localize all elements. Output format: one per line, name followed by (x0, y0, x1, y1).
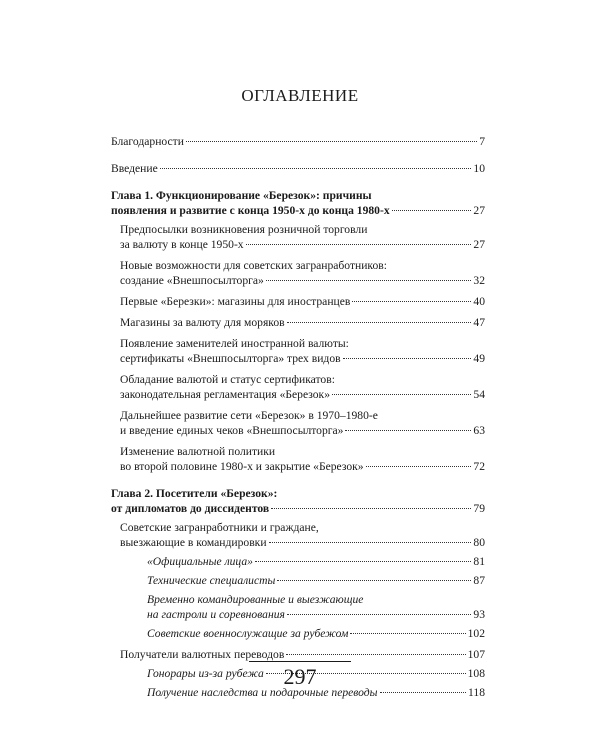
toc-line (111, 486, 485, 501)
toc-line (120, 351, 485, 366)
toc-entry (111, 294, 485, 309)
toc-entry (111, 258, 485, 288)
toc-page-number: 49 (473, 352, 485, 365)
dot-leader (160, 168, 472, 169)
toc-line (147, 607, 485, 622)
dot-leader (332, 394, 471, 395)
toc-page-number: 87 (473, 574, 485, 587)
toc-page-number: 102 (467, 627, 485, 640)
toc-entry-title: Изменение валютной политики (120, 445, 276, 458)
toc-page-number: 40 (473, 295, 485, 308)
dot-leader (269, 542, 472, 543)
toc-chapter-entry (111, 188, 485, 218)
toc-entry (111, 336, 485, 366)
toc-entry-title: Гонорары из-за рубежа (147, 667, 264, 680)
toc-entry-title: Технические специалисты (147, 574, 276, 587)
toc-entry-title: Советские загранработники и граждане, (120, 521, 319, 534)
table-of-contents (111, 134, 485, 700)
toc-entry-title: Предпосылки возникновения розничной торговли (120, 223, 368, 236)
toc-line (147, 573, 485, 588)
toc-entry-title: законодательная регламентация «Березок» (120, 388, 330, 401)
toc-page-number: 79 (473, 502, 485, 515)
toc-entry-title: Получение наследства и подарочные переводы (147, 686, 378, 699)
toc-line (120, 535, 485, 550)
toc-entry-title: появления и развитие с конца 1950-х до конца 1980-х (111, 204, 390, 217)
toc-line (147, 554, 485, 569)
toc-page-number: 108 (467, 667, 485, 680)
toc-entry (111, 647, 485, 662)
toc-page-number: 32 (473, 274, 485, 287)
toc-entry-title: за валюту в конце 1950-х (120, 238, 244, 251)
toc-page-number: 27 (473, 238, 485, 251)
toc-entry-title: Появление заменителей иностранной валюты: (120, 337, 349, 350)
toc-line (111, 134, 485, 149)
toc-entry (111, 408, 485, 438)
dot-leader (286, 654, 465, 655)
toc-entry (111, 573, 485, 588)
toc-entry-title: во второй половине 1980-х и закрытие «Березок» (120, 460, 364, 473)
toc-line (120, 444, 485, 459)
toc-entry (111, 134, 485, 149)
toc-line (120, 387, 485, 402)
dot-leader (246, 244, 472, 245)
toc-entry-title: выезжающие в командировки (120, 536, 267, 549)
toc-line (120, 459, 485, 474)
toc-entry-title: Получатели валютных переводов (120, 648, 285, 661)
toc-entry-title: Временно командированные и выезжающие (147, 593, 364, 606)
dot-leader (287, 322, 472, 323)
footer-rule (249, 661, 351, 662)
toc-line (120, 647, 485, 662)
toc-page-number: 93 (473, 608, 485, 621)
toc-page-number: 107 (467, 648, 485, 661)
toc-line (147, 592, 485, 607)
toc-line (111, 188, 485, 203)
toc-line (120, 273, 485, 288)
toc-page-number: 10 (473, 162, 485, 175)
toc-entry-title: Первые «Березки»: магазины для иностранцев (120, 295, 351, 308)
toc-line (120, 222, 485, 237)
toc-entry-title: Введение (111, 162, 158, 175)
toc-entry (111, 161, 485, 176)
toc-page-number: 47 (473, 316, 485, 329)
toc-page-number: 54 (473, 388, 485, 401)
dot-leader (287, 614, 472, 615)
toc-entry-title: Дальнейшее развитие сети «Березок» в 1970–1980-е (120, 409, 378, 422)
toc-page-number: 81 (473, 555, 485, 568)
toc-entry-title: сертификаты «Внешпосылторга» трех видов (120, 352, 341, 365)
toc-entry-title: создание «Внешпосылторга» (120, 274, 264, 287)
toc-entry (111, 592, 485, 622)
toc-entry-title: Глава 2. Посетители «Березок»: (111, 487, 278, 500)
toc-line (120, 423, 485, 438)
dot-leader (266, 280, 472, 281)
toc-line (111, 203, 485, 218)
toc-line (120, 520, 485, 535)
toc-entry (111, 554, 485, 569)
toc-entry (111, 222, 485, 252)
toc-line (120, 294, 485, 309)
toc-page-number: 118 (468, 686, 485, 699)
toc-entry-title: Благодарности (111, 135, 184, 148)
toc-entry-title: от дипломатов до диссидентов (111, 502, 270, 515)
toc-line (120, 336, 485, 351)
toc-page-number: 63 (473, 424, 485, 437)
toc-entry-title: Советские военнослужащие за рубежом (147, 627, 349, 640)
toc-line (111, 161, 485, 176)
toc-line (147, 626, 485, 641)
toc-entry-title: Магазины за валюту для моряков (120, 316, 285, 329)
toc-entry-title: Обладание валютой и статус сертификатов: (120, 373, 335, 386)
toc-entry-title: на гастроли и соревнования (147, 608, 285, 621)
toc-line (111, 501, 485, 516)
toc-page-number: 80 (473, 536, 485, 549)
page-title: ОГЛАВЛЕНИЕ (241, 86, 359, 105)
toc-line (120, 408, 485, 423)
toc-page-number: 72 (473, 460, 485, 473)
dot-leader (345, 430, 471, 431)
toc-entry (111, 520, 485, 550)
toc-entry (111, 626, 485, 641)
dot-leader (392, 210, 472, 211)
toc-entry-title: «Официальные лица» (147, 555, 253, 568)
dot-leader (255, 561, 471, 562)
toc-line (120, 237, 485, 252)
toc-entry (111, 372, 485, 402)
dot-leader (271, 508, 471, 509)
toc-chapter-entry (111, 486, 485, 516)
toc-entry-title: и введение единых чеков «Внешпосылторга» (120, 424, 344, 437)
dot-leader (352, 301, 471, 302)
toc-line (120, 315, 485, 330)
toc-page-number: 7 (479, 135, 485, 148)
toc-line (120, 372, 485, 387)
dot-leader (277, 580, 471, 581)
dot-leader (380, 692, 467, 693)
toc-entry-title: Глава 1. Функционирование «Березок»: причины (111, 189, 372, 202)
toc-line (120, 258, 485, 273)
toc-entry (111, 444, 485, 474)
page-number: 297 (283, 664, 317, 689)
toc-entry (111, 315, 485, 330)
dot-leader (343, 358, 472, 359)
dot-leader (366, 466, 472, 467)
dot-leader (186, 141, 477, 142)
toc-page-number: 27 (473, 204, 485, 217)
toc-entry-title: Новые возможности для советских загранработников: (120, 259, 387, 272)
dot-leader (350, 633, 465, 634)
